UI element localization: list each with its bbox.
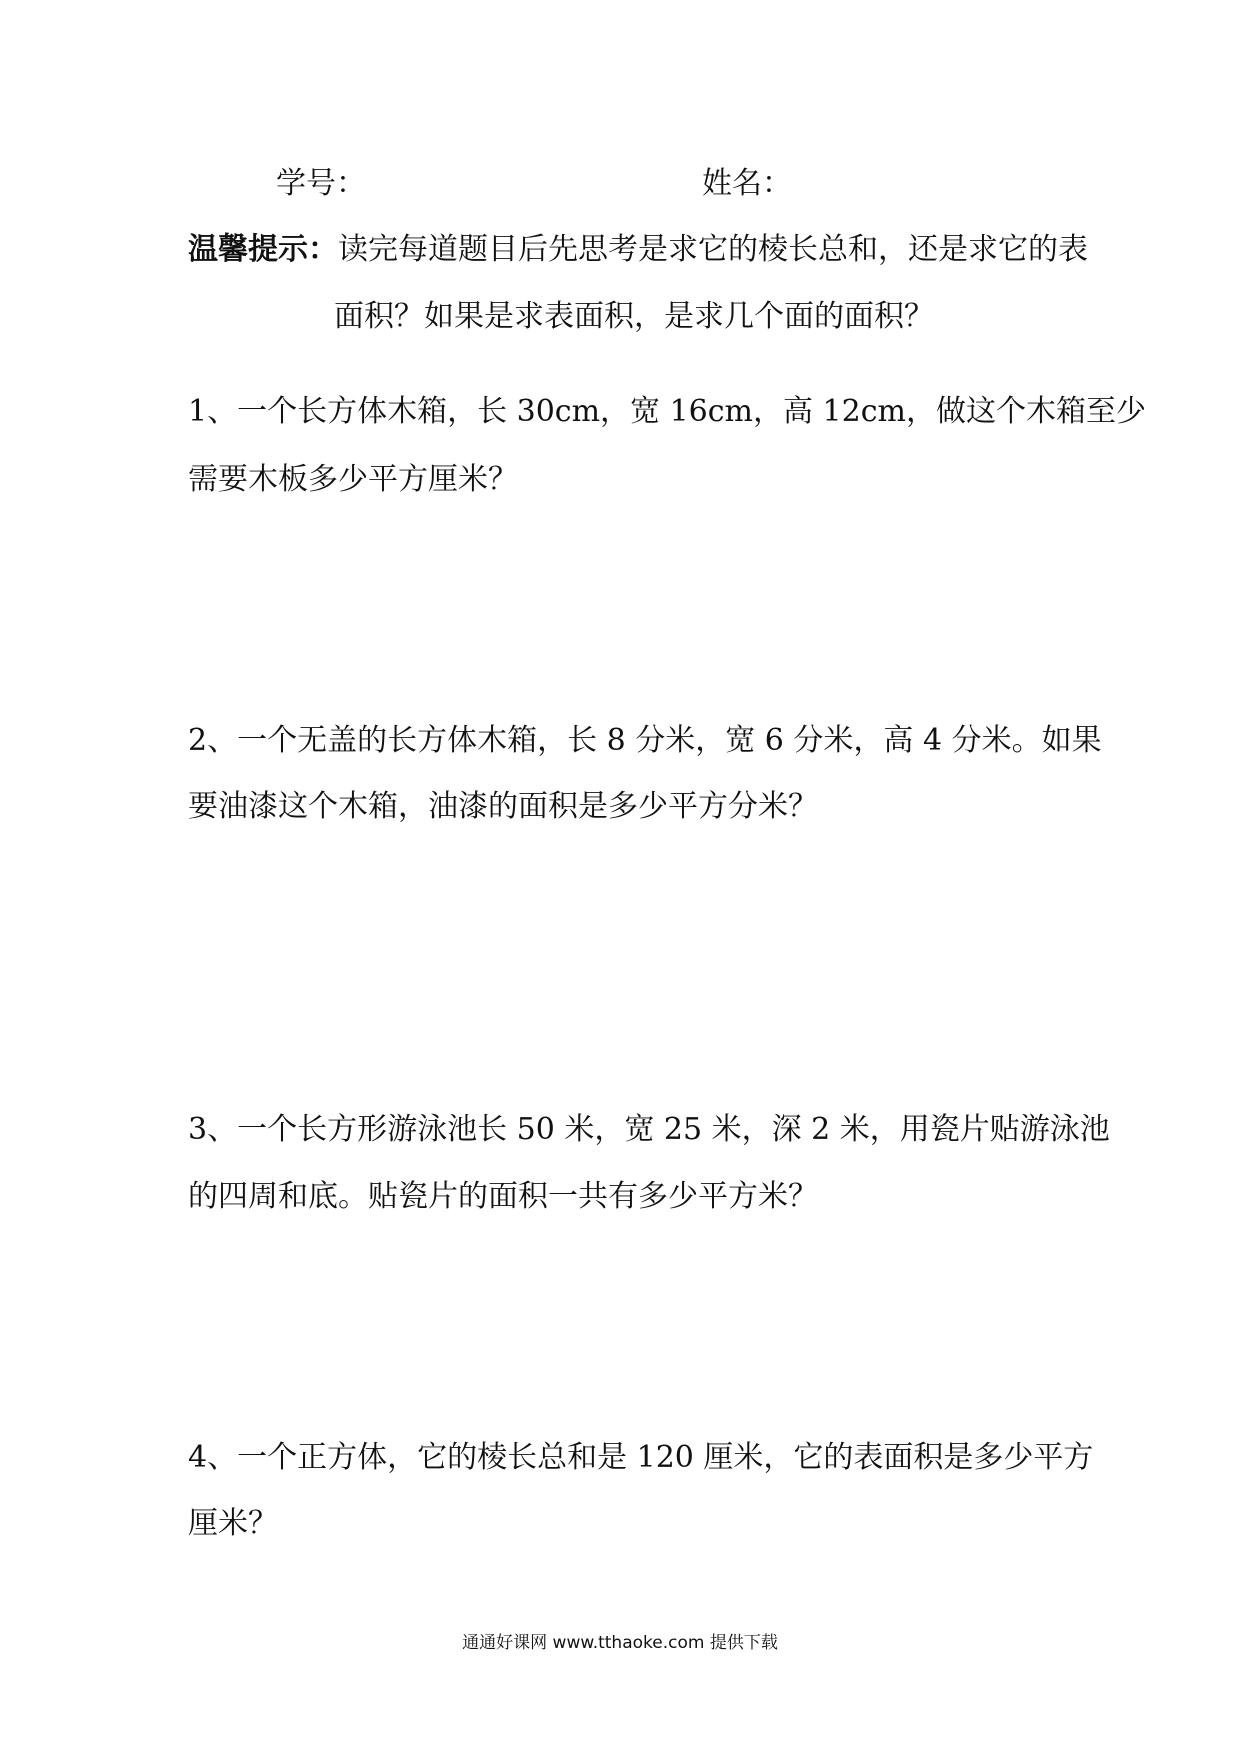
question-3-line-2: 的四周和底。贴瓷片的面积一共有多少平方米？ [188, 1179, 818, 1214]
question-1-line-1: 1、一个长方体木箱，长 30cm，宽 16cm，高 12cm，做这个木箱至少 [188, 394, 1146, 429]
student-id-label: 学号： [276, 166, 366, 201]
tip-text-1: 读完每道题目后先思考是求它的棱长总和，还是求它的表 [338, 232, 1088, 267]
tip-label: 温馨提示： [188, 232, 338, 267]
tip-line-1 [188, 230, 1088, 270]
student-name-label: 姓名： [702, 166, 792, 201]
question-4-line-2: 厘米？ [188, 1506, 278, 1541]
question-1-line-2: 需要木板多少平方厘米？ [188, 462, 518, 497]
question-2-line-2: 要油漆这个木箱，油漆的面积是多少平方分米？ [188, 789, 818, 824]
question-3-line-1: 3、一个长方形游泳池长 50 米，宽 25 米，深 2 米，用瓷片贴游泳池 [188, 1112, 1110, 1147]
footer-source: 通通好课网 www.tthaoke.com 提供下载 [462, 1633, 778, 1653]
question-4-line-1: 4、一个正方体，它的棱长总和是 120 厘米，它的表面积是多少平方 [188, 1440, 1094, 1475]
question-2-line-1: 2、一个无盖的长方体木箱，长 8 分米，宽 6 分米，高 4 分米。如果 [188, 723, 1102, 758]
tip-line-2: 面积？如果是求表面积，是求几个面的面积？ [334, 299, 934, 334]
